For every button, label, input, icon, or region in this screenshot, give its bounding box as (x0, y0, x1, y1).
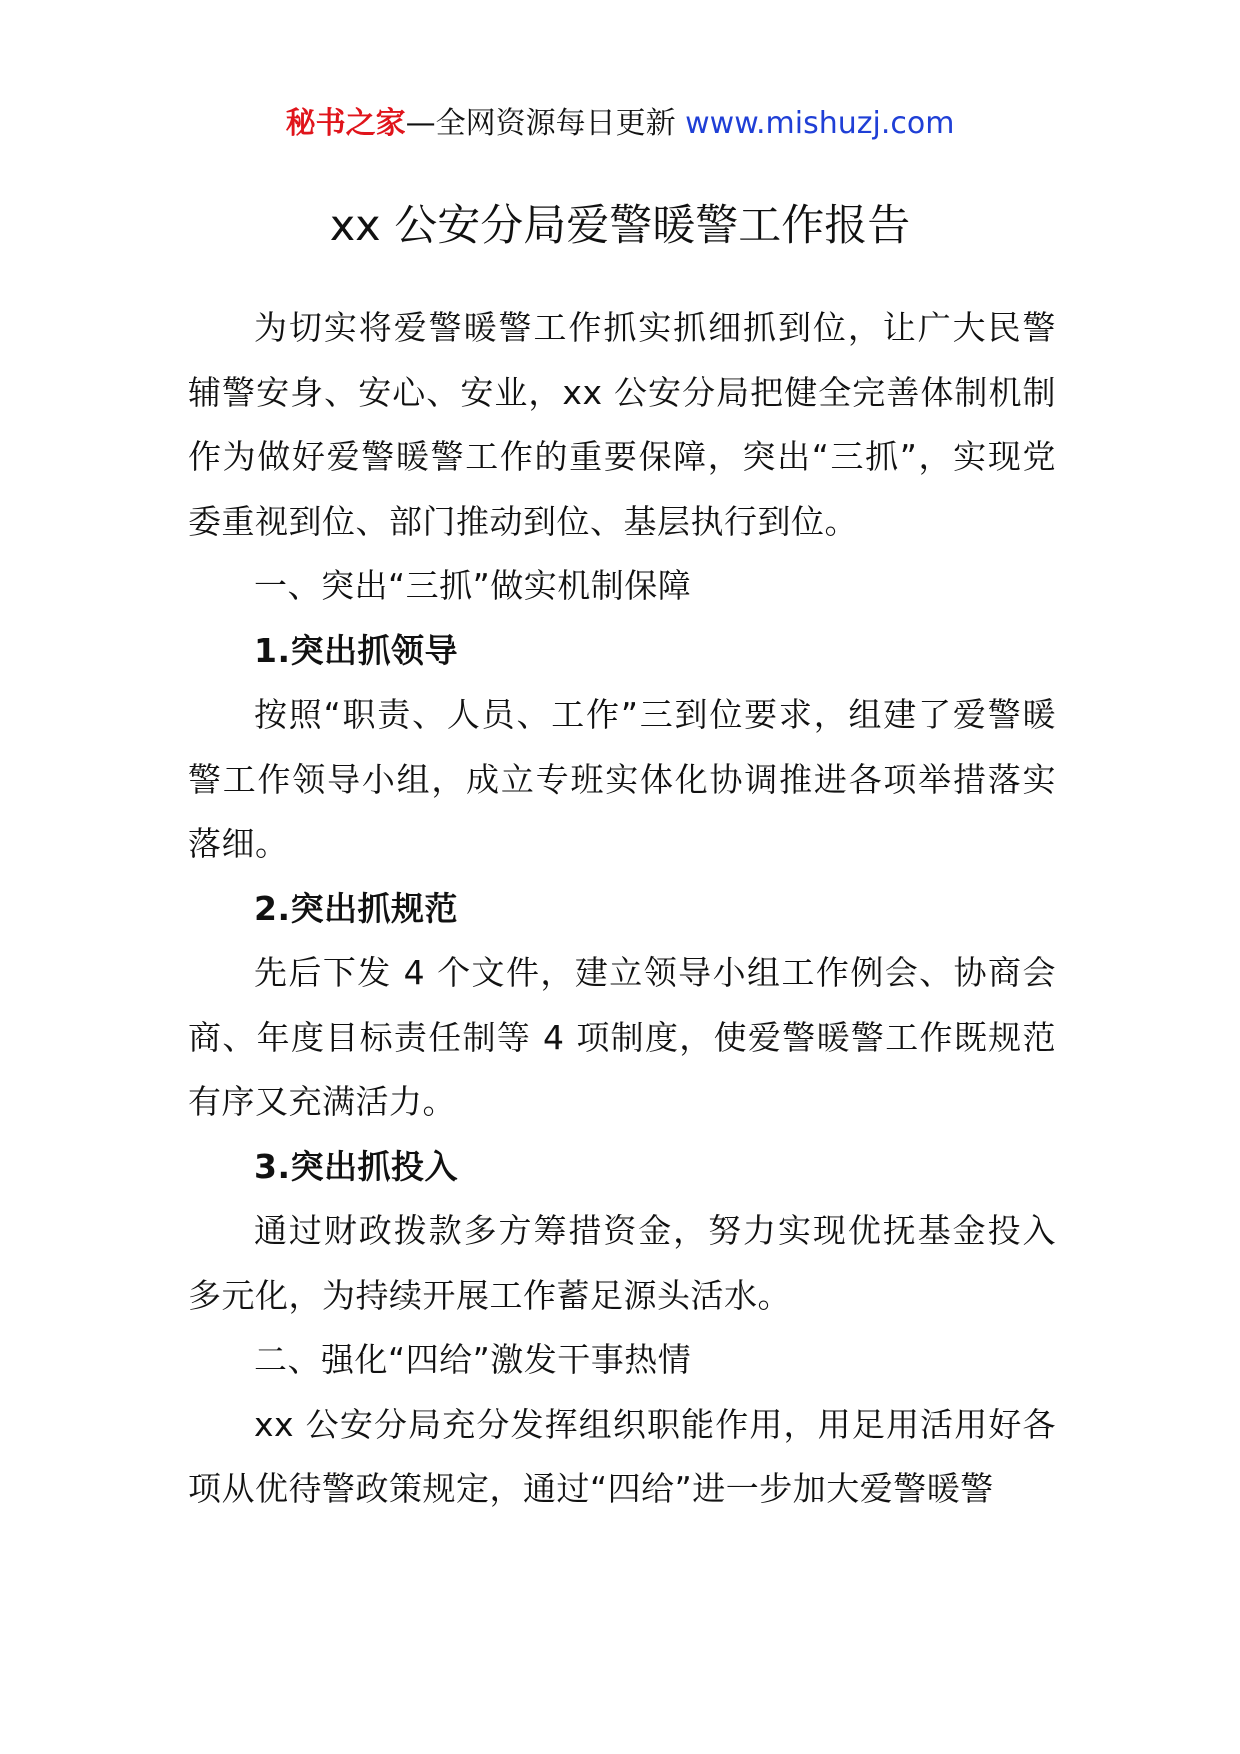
site-url-link[interactable]: www.mishuzj.com (685, 106, 955, 141)
intro-paragraph: 为切实将爱警暖警工作抓实抓细抓到位，让广大民警辅警安身、安心、安业，xx 公安分局把健全完善体制机制作为做好爱警暖警工作的重要保障，突出“三抓”，实现党委重视到位、部门推动到位、基层执行到位。 (188, 308, 1056, 541)
body-paragraph: 按照“职责、人员、工作”三到位要求，组建了爱警暖警工作领导小组，成立专班实体化协调推进各项举措落实落细。 (188, 695, 1056, 863)
body-paragraph: xx 公安分局充分发挥组织职能作用，用足用活用好各项从优待警政策规定，通过“四给”进一步加大爱警暖警 (188, 1404, 1056, 1508)
section-heading-1: 一、突出“三抓”做实机制保障 (254, 566, 692, 605)
document-title: xx 公安分局爱警暖警工作报告 (329, 201, 911, 251)
site-brand: 秘书之家 (285, 106, 406, 141)
site-header (0, 100, 1240, 148)
body-paragraph: 通过财政拨款多方筹措资金，努力实现优抚基金投入多元化，为持续开展工作蓄足源头活水。 (188, 1211, 1056, 1315)
subsection-heading-1: 1.突出抓领导 (254, 630, 458, 670)
subsection-heading-2: 2.突出抓规范 (254, 888, 458, 928)
document-body (188, 296, 1056, 1522)
body-paragraph: 先后下发 4 个文件，建立领导小组工作例会、协商会商、年度目标责任制等 4 项制度，使爱警暖警工作既规范有序又充满活力。 (188, 953, 1056, 1121)
site-tagline: —全网资源每日更新 (405, 106, 686, 141)
section-heading-2: 二、强化“四给”激发干事热情 (254, 1340, 692, 1379)
subsection-heading-3: 3.突出抓投入 (254, 1146, 458, 1186)
